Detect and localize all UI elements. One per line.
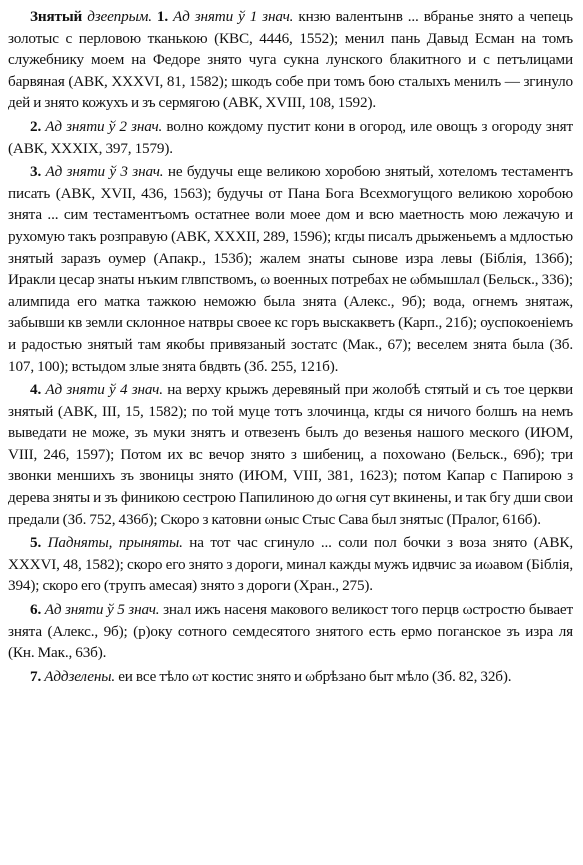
grammar-label: дзеепрым. <box>87 8 152 25</box>
sense-citations: кнзю валентынв ... вбранье знято а чепець золотыс с перловою тканькою (КВС, 4446, 1552); менил пань Давыд Есман на томъ служебнику моем на Федоре знято чуга сукна лунского блакитного и с петълицами барвяная (АВК, XXXVI, 81, 1582); шкодъ собе при томъ бою сталыхъ менилъ — згинуло дей и знято кожухъ и зъ сермягою (АВК, XVIII, 108, 1592). <box>8 8 573 112</box>
entry-sense-7 <box>8 666 573 688</box>
sense-definition: Ад зняти ў 1 знач. <box>173 8 294 25</box>
sense-definition: Падняты, прыняты. <box>47 534 183 552</box>
entry-sense-1 <box>8 6 573 114</box>
sense-definition: Аддзелены. <box>44 667 116 685</box>
entry-sense-6 <box>8 599 573 664</box>
sense-citations: не будучы еще великою хоробою знятый, хотеломъ тестаментъ писать (АВК, XVII, 436, 1563); будучы от Пана Бога Всехмогущого великою хоробою знята ... сим тестаментъомъ остатнее воли моее дом и всю маетность мою лежачую и рухомую такъ розправую (АВК, XXXII, 289, 1596); кгды писалъ дрыженьемъ а мдлостью знятый заразъ оумер (Апакр., 153б); жалем знаты сынове изра левы (Біблія, 136б); Иракли цесар знаты нъким глвпствомъ, ω военных потребах не ωбмышлал (Бельск., 336); алимпида его матка тажкою неможю была знята (Алекс., 9б); вода, огнемъ знятаж, забывши кв земли склонное натвры своее кс горъ выскакветъ (Карп., 21б); оуспокоенiемъ и радостью знятый там якобы привязаный зостатс (Мак., 67); веселем знята была (Зб. 107, 100); встыдом злые знята бвдвть (Зб. 255, 121б). <box>8 163 573 375</box>
sense-citations: на верху крыжъ деревяный при жолобѣ стятый и съ тое церкви знятый (АВК, III, 15, 1582); по той муце тотъ злочинца, кгды ся ничого болшъ на немъ выведати не може, зъ муки знятъ и отвезенъ былъ до везенья нашого меского (ИЮМ, VIII, 246, 1597); Потом их вс вечор знято з шибениц, а похowано (Бельск., 69б); три звонки меншихъ зъ звоницы знято (ИЮМ, VIII, 381, 1623); потом Капар с Папирою з дерева зняты и зъ финикою сестрою Папилиною до ωгня сут вкинены, и так бгу дши свои предали (Зб. 752, 436б); Скоро з катовни ωныс Стыс Сава был знятыс (Пралог, 616б). <box>8 381 574 528</box>
sense-number: 3. <box>30 163 42 181</box>
entry-sense-4 <box>8 379 573 530</box>
entry-sense-3 <box>8 161 573 377</box>
sense-definition: Ад зняти ў 4 знач. <box>45 381 163 399</box>
sense-number: 1. <box>156 8 169 25</box>
sense-definition: Ад зняти ў 2 знач. <box>45 117 163 135</box>
sense-citations: волно кождому пустит кони в огород, иле овощъ з огороду знят (АВК, XXXIX, 397, 1579). <box>8 117 573 157</box>
sense-definition: Ад зняти ў 5 знач. <box>44 601 160 619</box>
sense-number: 5. <box>30 534 42 552</box>
sense-citations: еи все тѣло ωт костис знято и ωбрѣзано быт мѣло (Зб. 82, 32б). <box>118 667 512 685</box>
sense-number: 7. <box>30 667 42 685</box>
sense-number: 6. <box>30 601 42 619</box>
entry-sense-5 <box>8 532 573 597</box>
headword: Знятый <box>30 8 83 25</box>
sense-number: 4. <box>30 381 42 399</box>
sense-number: 2. <box>30 117 42 135</box>
sense-citations: на тот час сгинуло ... соли пол бочки з воза знято (АВК, XXXVI, 48, 1582); скоро его знято з дороги, минал кажды мужъ идвчис за иωавом (Біблія, 394); скоро его (трупъ амесая) знято з дороги (Хран., 275). <box>8 534 573 595</box>
sense-citations: знал ижъ насеня макового великост того перцв ωстростю бывает знята (Алекс., 9б); (р)оку сотного семдесятого знятого есть ермо поганское зъ изра ля (Кн. Мак., 63б). <box>8 601 573 662</box>
sense-definition: Ад зняти ў 3 знач. <box>45 163 164 181</box>
entry-sense-2 <box>8 116 573 159</box>
